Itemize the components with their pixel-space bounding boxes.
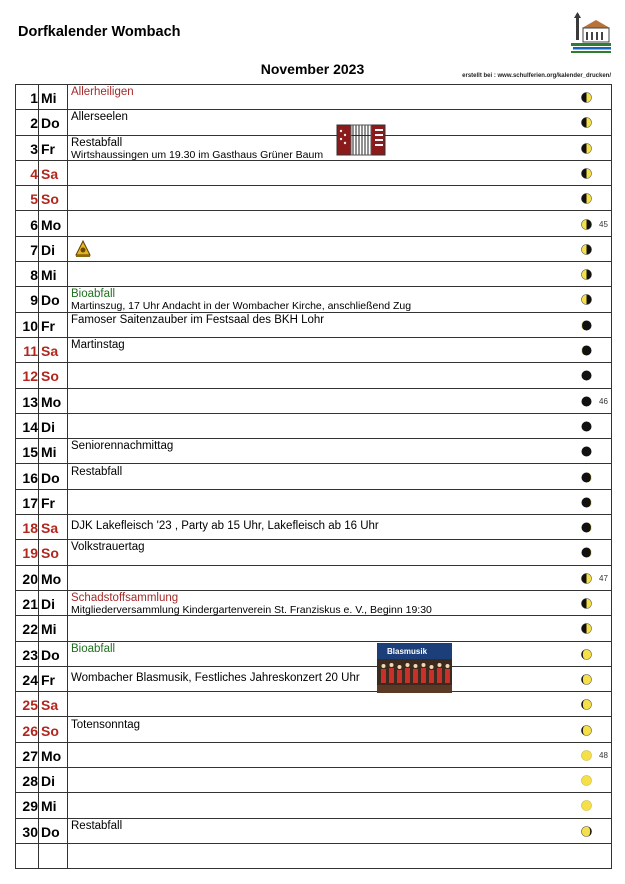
day-number: 22 — [22, 621, 38, 638]
church-logo — [568, 12, 614, 56]
event-text: Martinstag — [71, 339, 125, 351]
day-number: 21 — [22, 596, 38, 612]
calendar-row — [16, 743, 611, 768]
calendar-row — [16, 262, 611, 287]
moon-phase-icon — [581, 674, 592, 685]
calendar-row — [16, 212, 611, 237]
day-number: 9 — [30, 292, 38, 309]
weekday-label: So — [41, 722, 59, 739]
weekday-label: So — [41, 545, 59, 562]
weekday-label: Di — [41, 596, 55, 612]
moon-phase-icon — [581, 573, 592, 584]
event-text: Restabfall — [71, 465, 123, 478]
day-number: 26 — [22, 722, 38, 739]
calendar-row — [16, 540, 611, 565]
calendar-row — [16, 768, 611, 793]
calendar-row — [16, 363, 611, 388]
moon-phase-icon — [581, 750, 592, 761]
moon-phase-icon — [581, 320, 592, 331]
day-number: 14 — [22, 418, 38, 435]
concert-banner-text: Blasmusik — [387, 647, 428, 656]
day-number: 30 — [22, 823, 38, 840]
calendar-row — [16, 439, 611, 464]
event-text: Wombacher Blasmusik, Festliches Jahreskonzert 20 Uhr — [71, 671, 360, 684]
weekday-label: Sa — [41, 697, 59, 714]
day-number: 10 — [22, 317, 38, 334]
day-number: 16 — [22, 469, 38, 486]
calendar-row — [16, 718, 611, 743]
moon-phase-icon — [581, 396, 592, 407]
moon-phase-icon — [581, 219, 592, 230]
week-number: 48 — [599, 750, 608, 760]
event-text: Schadstoffsammlung — [71, 592, 179, 604]
moon-phase-icon — [581, 649, 592, 660]
day-number: 11 — [23, 343, 38, 359]
moon-phase-icon — [581, 193, 592, 204]
calendar-row — [16, 287, 611, 312]
page-title: Dorfkalender Wombach — [18, 24, 181, 40]
day-number: 15 — [22, 444, 38, 461]
moon-phase-icon — [581, 294, 592, 305]
moon-phase-icon — [581, 117, 592, 128]
weekday-label: Mi — [41, 798, 57, 815]
weekday-label: Mo — [41, 747, 62, 764]
month-heading: November 2023 — [260, 61, 365, 77]
weekday-label: So — [41, 368, 59, 385]
week-number: 45 — [599, 219, 608, 229]
day-number: 5 — [30, 191, 38, 208]
weekday-label: Sa — [41, 343, 59, 359]
event-text: Famoser Saitenzauber im Festsaal des BKH Lohr — [71, 313, 325, 326]
day-number: 20 — [22, 570, 38, 587]
weekday-label: Mo — [41, 216, 62, 233]
calendar-row — [16, 465, 611, 490]
weekday-label: Mo — [41, 393, 62, 410]
calendar-grid — [15, 84, 612, 869]
calendar-row — [16, 692, 611, 717]
day-number: 4 — [30, 165, 38, 182]
day-number: 3 — [30, 140, 38, 157]
weekday-label: Fr — [41, 494, 55, 511]
bell-icon — [74, 240, 92, 258]
day-number: 25 — [22, 697, 38, 714]
event-text: Mitgliederversammlung Kindergartenverein St. Franziskus e. V., Beginn 19:30 — [71, 604, 432, 616]
concert-image — [377, 643, 452, 693]
event-text: Restabfall — [71, 136, 123, 149]
event-text: Allerheiligen — [71, 86, 134, 98]
calendar-row — [16, 414, 611, 439]
moon-phase-icon — [581, 598, 592, 609]
day-number: 7 — [30, 241, 38, 258]
calendar-row — [16, 566, 611, 591]
credit-line: erstellt bei : www.schulferien.org/kalender_drucken/ — [462, 73, 611, 79]
calendar-row — [16, 186, 611, 211]
day-number: 13 — [22, 393, 38, 410]
calendar-row — [16, 237, 611, 262]
weekday-label: Do — [41, 823, 60, 840]
day-number: 17 — [22, 494, 38, 511]
day-number: 6 — [30, 216, 38, 233]
event-text: DJK Lakefleisch '23 , Party ab 15 Uhr, Lakefleisch ab 16 Uhr — [71, 520, 379, 533]
weekday-label: Sa — [41, 165, 59, 182]
moon-phase-icon — [581, 497, 592, 508]
moon-phase-icon — [581, 446, 592, 457]
calendar-row — [16, 161, 611, 186]
calendar-row — [16, 490, 611, 515]
weekday-label: Fr — [41, 140, 55, 157]
weekday-label: Do — [41, 469, 60, 486]
event-text: Bioabfall — [71, 288, 116, 301]
calendar-row — [16, 389, 611, 414]
weekday-label: Sa — [41, 520, 59, 537]
weekday-label: Mi — [41, 621, 57, 638]
moon-phase-icon — [581, 826, 592, 837]
day-number: 2 — [30, 115, 38, 132]
event-text: Totensonntag — [71, 718, 141, 731]
weekday-label: Do — [41, 292, 60, 309]
day-number: 28 — [22, 773, 38, 790]
weekday-label: Mi — [41, 90, 57, 106]
weekday-label: Di — [41, 418, 55, 435]
day-number: 24 — [22, 671, 38, 688]
calendar-row — [16, 793, 611, 818]
weekday-label: Di — [41, 241, 55, 258]
calendar-row — [16, 85, 611, 110]
event-text: Martinszug, 17 Uhr Andacht in der Wombacher Kirche, anschließend Zug — [71, 300, 412, 313]
day-number: 19 — [22, 545, 38, 562]
week-number: 47 — [599, 573, 608, 583]
moon-phase-icon — [581, 699, 592, 710]
moon-phase-icon — [581, 775, 592, 786]
moon-phase-icon — [581, 472, 592, 483]
weekday-label: Di — [41, 773, 55, 790]
event-text: Volkstrauertag — [71, 541, 145, 554]
moon-phase-icon — [581, 623, 592, 634]
weekday-label: Do — [41, 646, 60, 663]
calendar-row — [16, 136, 611, 161]
calendar-row — [16, 110, 611, 135]
day-number: 8 — [30, 267, 38, 284]
moon-phase-icon — [581, 244, 592, 255]
day-number: 18 — [22, 520, 38, 537]
event-text: Wirtshaussingen um 19.30 im Gasthaus Grüner Baum — [71, 148, 324, 161]
calendar-row — [16, 515, 611, 540]
weekday-label: So — [41, 191, 59, 208]
calendar-row — [16, 642, 611, 667]
weekday-label: Fr — [41, 317, 55, 334]
weekday-label: Mi — [41, 267, 57, 284]
moon-phase-icon — [581, 547, 592, 558]
event-text: Bioabfall — [71, 642, 116, 655]
accordion-icon — [335, 121, 387, 159]
calendar-row — [16, 313, 611, 338]
moon-phase-icon — [581, 522, 592, 533]
calendar-row — [16, 819, 611, 844]
moon-phase-icon — [581, 370, 592, 381]
calendar-row — [16, 667, 611, 692]
calendar-row — [16, 338, 611, 363]
moon-phase-icon — [581, 143, 592, 154]
calendar-row — [16, 591, 611, 616]
weekday-label: Fr — [41, 671, 55, 688]
moon-phase-icon — [581, 800, 592, 811]
moon-phase-icon — [581, 168, 592, 179]
moon-phase-icon — [581, 725, 592, 736]
weekday-label: Do — [41, 115, 60, 132]
day-number: 27 — [22, 747, 38, 764]
day-number: 23 — [22, 646, 38, 663]
weekday-label: Mo — [41, 570, 62, 587]
event-text: Restabfall — [71, 819, 123, 832]
moon-phase-icon — [581, 345, 592, 356]
moon-phase-icon — [581, 421, 592, 432]
day-number: 12 — [22, 368, 38, 385]
day-number: 1 — [30, 90, 38, 106]
moon-phase-icon — [581, 269, 592, 280]
event-text: Allerseelen — [71, 111, 128, 124]
weekday-label: Mi — [41, 444, 57, 461]
moon-phase-icon — [581, 92, 592, 103]
day-number: 29 — [22, 798, 38, 815]
week-number: 46 — [599, 396, 608, 406]
event-text: Seniorennachmittag — [71, 440, 174, 453]
calendar-row — [16, 616, 611, 641]
